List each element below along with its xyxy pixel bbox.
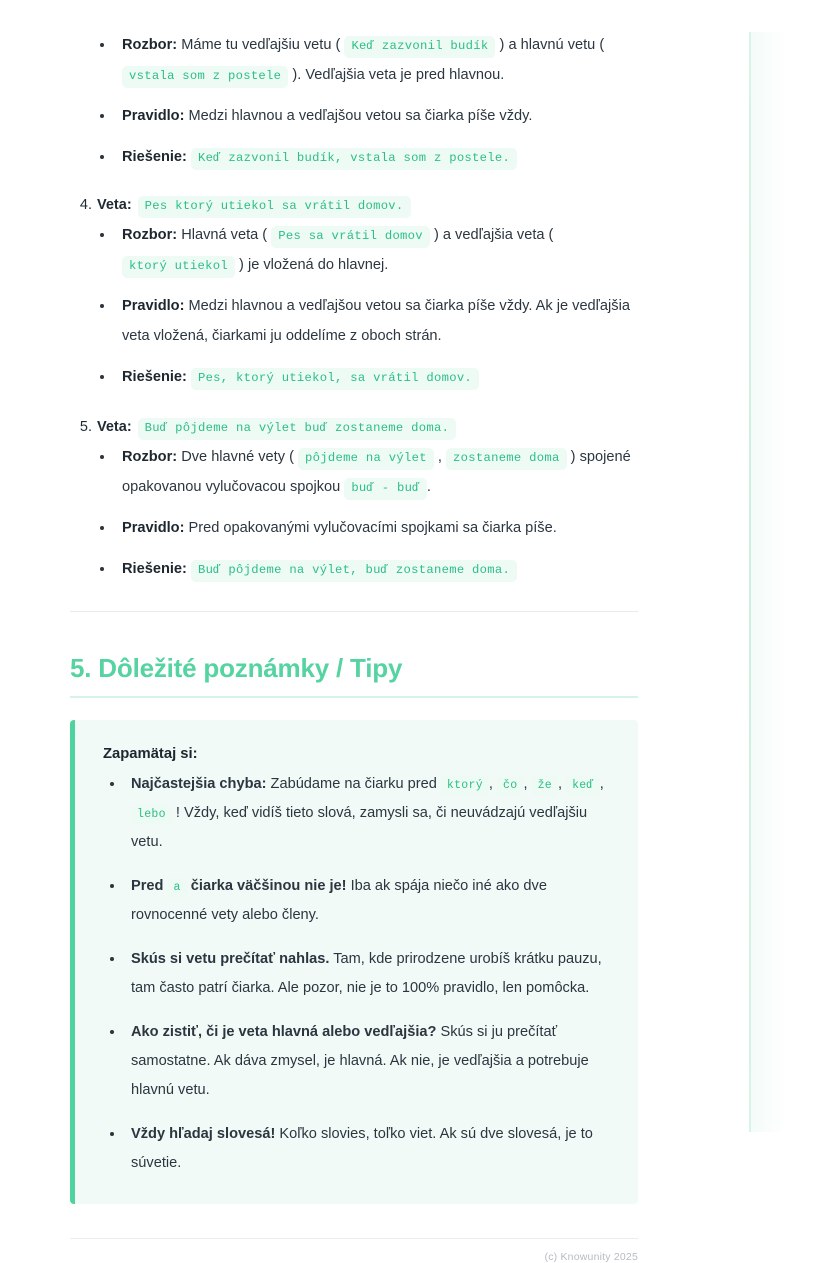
callout-title: Zapamätaj si: xyxy=(103,746,198,762)
code-chip: vstala som z postele xyxy=(122,66,288,88)
list-item xyxy=(103,872,608,930)
exercise-5-heading xyxy=(70,414,638,440)
tip-lead: Skús si vetu prečítať nahlas. xyxy=(131,951,330,967)
code-chip: Keď zazvonil budík xyxy=(344,36,495,58)
item-body: Hlavná veta ( Pes sa vrátil domov ) a vedľajšia veta ( ktorý utiekol ) je vložená do hlavnej. xyxy=(122,227,553,273)
exercise-block-4 xyxy=(70,192,638,392)
code-chip: čo xyxy=(497,776,523,796)
code-chip: a xyxy=(168,878,187,898)
item-label: Pravidlo: xyxy=(122,298,185,314)
page-edge-wash xyxy=(751,32,787,1132)
exercise-number: 4. xyxy=(79,197,92,213)
document-content xyxy=(70,30,638,1263)
list-item xyxy=(70,30,638,90)
code-chip: Pes ktorý utiekol sa vrátil domov. xyxy=(138,196,411,218)
heading-underline xyxy=(70,696,638,698)
item-label: Riešenie: xyxy=(122,149,187,165)
code-chip: ktorý utiekol xyxy=(122,256,235,278)
tip-body: Koľko slovies, toľko viet. Ak sú dve slovesá, je to súvetie. xyxy=(131,1126,593,1171)
exercise-block-5 xyxy=(70,414,638,584)
code-chip: keď xyxy=(566,776,600,796)
code-chip: Keď zazvonil budík, vstala som z postele. xyxy=(191,148,517,170)
code-chip: Pes sa vrátil domov xyxy=(271,226,430,248)
tip-body: Skús si ju prečítať samostatne. Ak dáva zmysel, je hlavná. Ak nie, je vedľajšia a potrebuje hlavnú vetu. xyxy=(131,1024,589,1098)
list-item xyxy=(70,142,638,172)
exercise-4-heading xyxy=(70,192,638,218)
list-item xyxy=(70,513,638,543)
footer-copyright: (c) Knowunity 2025 xyxy=(544,1251,638,1263)
code-chip: pôjdeme na výlet xyxy=(298,448,434,470)
list-item xyxy=(70,362,638,392)
list-item xyxy=(70,101,638,131)
tips-list xyxy=(103,770,608,1178)
item-label: Rozbor: xyxy=(122,37,178,53)
item-body: Pred opakovanými vylučovacími spojkami sa čiarka píše. xyxy=(188,520,557,536)
code-chip: ktorý xyxy=(441,776,489,796)
exercise-label: Veta: xyxy=(97,197,132,213)
list-item xyxy=(103,1120,608,1178)
tip-lead: Ako zistiť, či je veta hlavná alebo vedľajšia? xyxy=(131,1024,437,1040)
code-chip: lebo xyxy=(131,805,172,825)
item-label: Riešenie: xyxy=(122,369,187,385)
list-item xyxy=(103,945,608,1003)
tip-body: Iba ak spája niečo iné ako dve rovnocenné vety alebo členy. xyxy=(131,878,547,923)
tip-lead: Pred xyxy=(131,878,164,894)
item-label: Rozbor: xyxy=(122,227,178,243)
list-item xyxy=(70,220,638,280)
list-item xyxy=(70,554,638,584)
list-item xyxy=(103,770,608,857)
tips-callout xyxy=(70,720,638,1204)
item-body: Dve hlavné vety ( pôjdeme na výlet , zostaneme doma ) spojené opakovanou vylučovacou spojkou buď - buď . xyxy=(122,449,631,495)
item-body: Medzi hlavnou a vedľajšou vetou sa čiarka píše vždy. xyxy=(188,108,533,124)
list-item xyxy=(70,442,638,502)
section-divider xyxy=(70,611,638,612)
exercise-4-items xyxy=(70,220,638,392)
code-chip: Pes, ktorý utiekol, sa vrátil domov. xyxy=(191,368,479,390)
code-chip: buď - buď xyxy=(344,478,427,500)
item-label: Riešenie: xyxy=(122,561,187,577)
exercise-5-items xyxy=(70,442,638,584)
exercise-number: 5. xyxy=(79,419,92,435)
code-chip: Buď pôjdeme na výlet, buď zostaneme doma. xyxy=(191,560,517,582)
code-chip: Buď pôjdeme na výlet buď zostaneme doma. xyxy=(138,418,457,440)
list-item xyxy=(70,291,638,351)
tip-lead-tail: čiarka väčšinou nie je! xyxy=(190,878,347,894)
item-body: Medzi hlavnou a vedľajšou vetou sa čiarka píše vždy. Ak je vedľajšia veta vložená, čiarkami ju oddelíme z oboch strán. xyxy=(122,298,630,344)
item-label: Pravidlo: xyxy=(122,108,185,124)
code-chip: že xyxy=(532,776,558,796)
page-title: 5. Dôležité poznámky / Tipy xyxy=(70,653,403,683)
exercise-3-items xyxy=(70,30,638,172)
exercise-block-3 xyxy=(70,30,638,172)
item-label: Rozbor: xyxy=(122,449,178,465)
item-body: Máme tu vedľajšiu vetu ( Keď zazvonil budík ) a hlavnú vetu ( vstala som z postele ). Vedľajšia veta je pred hlavnou. xyxy=(122,37,604,83)
exercise-label: Veta: xyxy=(97,419,132,435)
list-item xyxy=(103,1018,608,1105)
tip-body: Zabúdame na čiarku pred ktorý , čo , že , keď , lebo ! Vždy, keď vidíš tieto slová, zamysli sa, či neuvádzajú vedľajšiu vetu. xyxy=(131,776,604,850)
code-chip: zostaneme doma xyxy=(446,448,567,470)
item-label: Pravidlo: xyxy=(122,520,185,536)
tip-body: Tam, kde prirodzene urobíš krátku pauzu, tam často patrí čiarka. Ale pozor, nie je to 100% pravidlo, len pomôcka. xyxy=(131,951,602,996)
tip-lead: Najčastejšia chyba: xyxy=(131,776,267,792)
tip-lead: Vždy hľadaj slovesá! xyxy=(131,1126,276,1142)
